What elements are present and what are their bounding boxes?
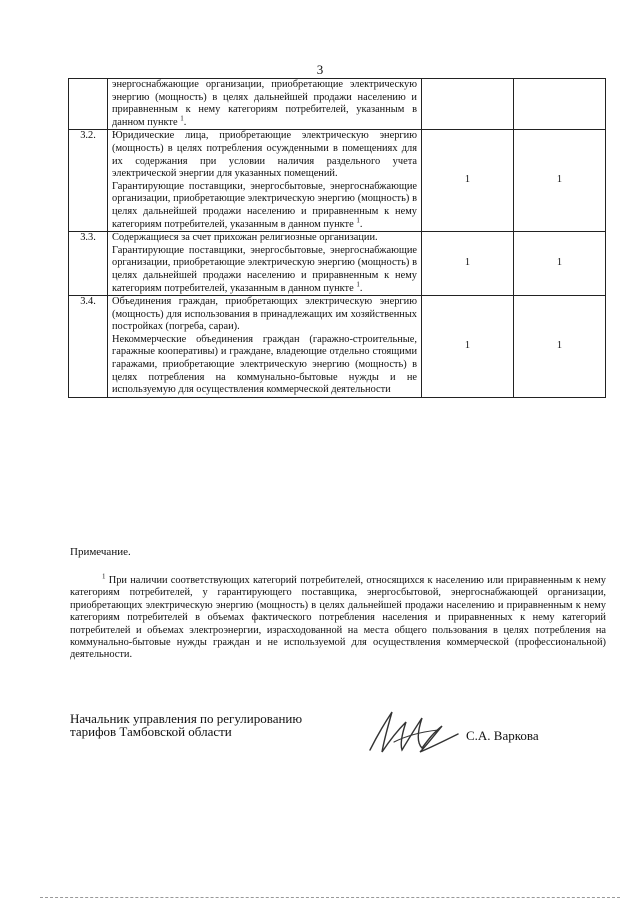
row-number	[69, 79, 108, 130]
description-text: Некоммерческие объединения граждан (гаражно-строительные, гаражные кооперативы) и граждане, владеющие отдельно стоящими гаражами, приобретающие электрическую энергию (мощность) в целях потребления на коммунально-бытовые нужды и не используемую для осуществления коммерческой деятельности	[112, 333, 417, 396]
table-row	[69, 130, 606, 232]
page-number: 3	[316, 62, 324, 77]
row-value-col2	[514, 79, 606, 130]
footnote-reference: 1	[356, 280, 360, 289]
description-text: Объединения граждан, приобретающих электрическую энергию (мощность) для использования в принадлежащих им хозяйственных постройках (погреба, сараи).	[112, 296, 417, 333]
row-value-col1	[422, 79, 514, 130]
row-value-col1: 1	[422, 296, 514, 398]
table-row	[69, 79, 606, 130]
row-description	[108, 79, 422, 130]
description-suffix: .	[359, 218, 363, 230]
footnote	[70, 572, 606, 662]
footnote-mark: 1	[102, 572, 106, 581]
tariff-table-body	[69, 79, 606, 398]
row-value-col1: 1	[422, 232, 514, 296]
description-text: энергоснабжающие организации, приобретающие электрическую энергию (мощность) в целях дальнейшей продажи населению и приравненным к нему категориям потребителей, указанным в данном пункте	[112, 79, 417, 128]
row-description	[108, 130, 422, 232]
description-text: Гарантирующие поставщики, энергосбытовые, энергоснабжающие организации, приобретающие электрическую энергию (мощность) в целях дальнейшей продажи населению и приравненным к нему категориям потребителей, указанным в данном пункте	[112, 244, 417, 294]
row-value-col2: 1	[514, 296, 606, 398]
row-description	[108, 232, 422, 296]
description-text: Содержащиеся за счет прихожан религиозные организации.	[112, 232, 378, 244]
description-paragraph	[112, 296, 417, 334]
description-paragraph	[112, 232, 417, 245]
row-value-col1: 1	[422, 130, 514, 232]
description-suffix: .	[359, 282, 363, 294]
table-row	[69, 232, 606, 296]
row-value-col2: 1	[514, 130, 606, 232]
description-paragraph	[112, 334, 417, 397]
page-bottom-rule	[40, 897, 620, 898]
signer-position	[70, 712, 302, 738]
signer-name: С.А. Варкова	[466, 728, 539, 743]
row-number: 3.4.	[69, 296, 108, 398]
note-title: Примечание.	[70, 546, 131, 558]
description-paragraph	[112, 79, 417, 129]
description-text: Гарантирующие поставщики, энергосбытовые, энергоснабжающие организации, приобретающие электрическую энергию (мощность) в целях дальнейшей продажи населению и приравненным к нему категориям потребителей, указанным в данном пункте	[112, 180, 417, 230]
table-row	[69, 296, 606, 398]
description-suffix: .	[183, 116, 187, 128]
row-number: 3.3.	[69, 232, 108, 296]
description-text: Юридические лица, приобретающие электрическую энергию (мощность) в целях потребления осужденными в помещениях для их содержания при условии наличия раздельного учета электрической энергии для указанных помещений.	[112, 130, 417, 180]
handwritten-signature	[362, 700, 462, 760]
description-paragraph	[112, 181, 417, 231]
tariff-table	[68, 78, 606, 398]
row-number: 3.2.	[69, 130, 108, 232]
signer-position-line-1: Начальник управления по регулированию	[70, 711, 303, 726]
footnote-reference: 1	[180, 114, 184, 123]
footnote-text: При наличии соответствующих категорий потребителей, относящихся к населению или приравненным к нему категориям потребителей, у гарантирующего поставщика, энергосбытовой, энергоснабжающей организации, приобретающих электрическую энергию (мощность) в целях дальнейшей продажи населению и приравненным к нему категориям потребителей в объемах фактического потребления населения и приравненных к нему категорий потребителей и объемах электроэнергии, израсходованной на места общего пользования в целях потребления на коммунально-бытовые нужды граждан и не используемой для осуществления коммерческой (профессиональной) деятельности.	[70, 575, 606, 661]
footnote-reference: 1	[356, 216, 360, 225]
signer-position-line-2: тарифов Тамбовской области	[70, 724, 232, 739]
row-description	[108, 296, 422, 398]
description-paragraph	[112, 245, 417, 295]
row-value-col2: 1	[514, 232, 606, 296]
description-paragraph	[112, 130, 417, 180]
